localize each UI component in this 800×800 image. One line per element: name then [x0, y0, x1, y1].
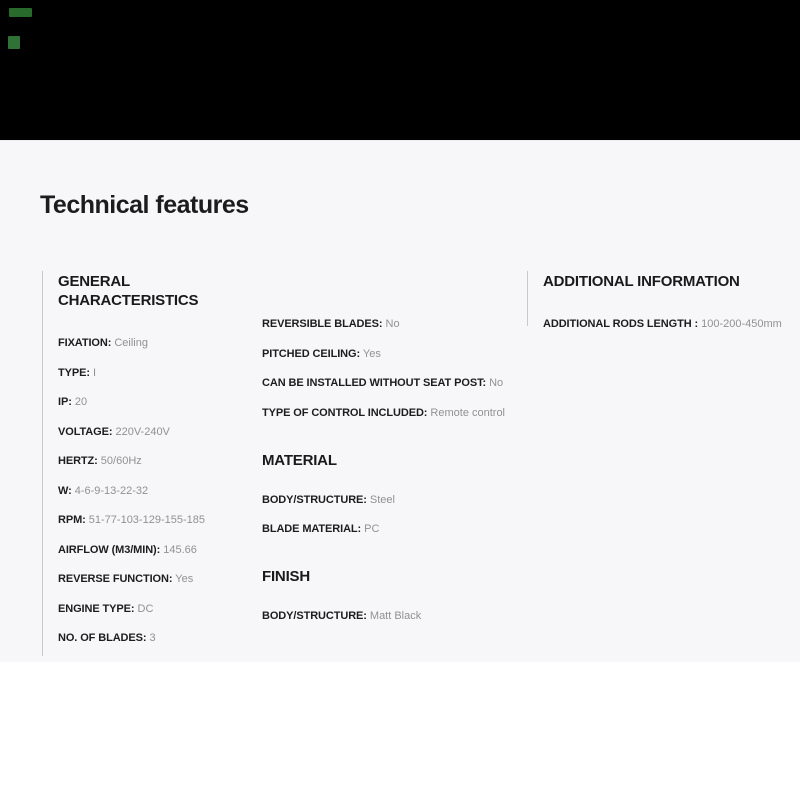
spec-row [58, 366, 250, 381]
spec-value: No [382, 318, 400, 330]
spec-row [58, 631, 250, 646]
page-title: Technical features [40, 191, 249, 219]
spec-label: FIXATION: [58, 337, 112, 349]
spec-row [262, 376, 507, 391]
spec-list-general [58, 336, 250, 646]
spec-list-additional [543, 317, 783, 332]
section-title-additional: ADDITIONAL INFORMATION [543, 273, 740, 290]
spec-row [58, 543, 250, 558]
spec-label: BODY/STRUCTURE: [262, 610, 367, 622]
spec-value: 4-6-9-13-22-32 [71, 484, 149, 497]
spec-value: Yes [172, 573, 194, 585]
spec-list-general-continued [262, 317, 507, 421]
section-title-general: GENERAL CHARACTERISTICS [58, 273, 199, 309]
spec-label: RPM: [58, 514, 86, 526]
hero-banner [0, 0, 800, 140]
spec-row [58, 484, 250, 499]
spec-value: 100-200-450mm [698, 318, 782, 330]
spec-row [58, 395, 250, 410]
spec-row [58, 425, 250, 440]
spec-label: VOLTAGE: [58, 425, 113, 438]
general-section-divider [42, 271, 43, 656]
spec-value: 51-77-103-129-155-185 [85, 514, 205, 526]
section-title-material: MATERIAL [262, 451, 337, 469]
spec-value: No [486, 377, 504, 389]
spec-value: 20 [71, 396, 88, 408]
spec-row [58, 336, 250, 351]
spec-label: AIRFLOW (M3/MIN): [58, 543, 161, 556]
spec-label: HERTZ: [58, 455, 98, 467]
spec-label: NO. OF BLADES: [58, 632, 147, 644]
spec-label: TYPE: [58, 366, 90, 379]
column-general [58, 272, 250, 661]
spec-label: REVERSIBLE BLADES: [262, 318, 383, 330]
column-middle [262, 317, 507, 639]
spec-value: 3 [146, 632, 156, 644]
spec-label: BODY/STRUCTURE: [262, 493, 367, 506]
spec-row [58, 454, 250, 469]
spec-list-material [262, 493, 507, 538]
spec-row [262, 522, 507, 537]
spec-value: 145.66 [160, 543, 197, 556]
column-additional [543, 272, 783, 347]
spec-label: PITCHED CEILING: [262, 347, 361, 360]
spec-row [543, 317, 783, 332]
additional-section-divider [527, 271, 528, 326]
spec-label: TYPE OF CONTROL INCLUDED: [262, 406, 428, 419]
spec-value: Steel [366, 493, 395, 506]
spec-label: ADDITIONAL RODS LENGTH : [543, 318, 699, 330]
hero-artifact-mark-bottom [8, 36, 20, 49]
spec-row [58, 513, 250, 528]
spec-value: DC [134, 602, 154, 615]
spec-list-finish [262, 609, 507, 624]
spec-row [262, 347, 507, 362]
spec-value: Matt Black [366, 610, 422, 622]
spec-label: ENGINE TYPE: [58, 602, 135, 615]
section-title-finish: FINISH [262, 568, 310, 585]
spec-label: BLADE MATERIAL: [262, 523, 362, 535]
spec-value: Ceiling [111, 337, 148, 349]
spec-row [262, 609, 507, 624]
spec-value: 50/60Hz [97, 455, 142, 467]
spec-label: W: [58, 484, 72, 497]
spec-value: Yes [360, 347, 381, 360]
spec-label: CAN BE INSTALLED WITHOUT SEAT POST: [262, 377, 487, 389]
spec-row [262, 493, 507, 508]
spec-row [58, 602, 250, 617]
spec-label: IP: [58, 396, 72, 408]
spec-row [262, 317, 507, 332]
spec-row [262, 406, 507, 421]
spec-row [58, 572, 250, 587]
spec-label: REVERSE FUNCTION: [58, 573, 173, 585]
spec-value: PC [361, 523, 380, 535]
spec-value: Remote control [427, 406, 506, 419]
hero-artifact-mark-top [9, 8, 32, 17]
spec-value: 220V-240V [112, 425, 170, 438]
spec-value: I [89, 366, 97, 379]
